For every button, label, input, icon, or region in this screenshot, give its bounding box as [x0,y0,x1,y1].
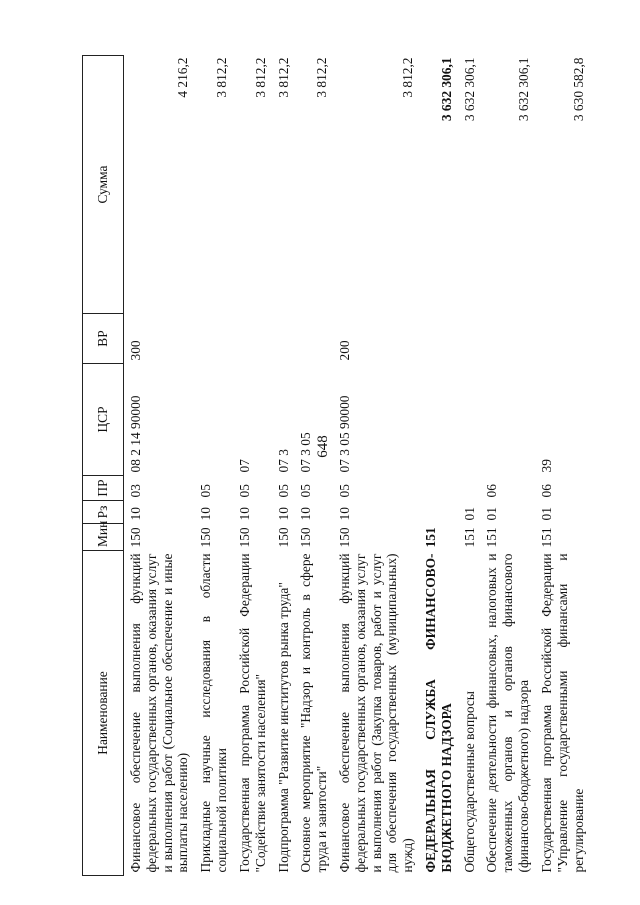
cell-pr: 05 [236,484,252,498]
cell-vr [480,314,534,364]
page-number: 648 [314,435,331,458]
cell-csr [458,364,481,476]
cell-csr: 07 3 05 [298,432,314,473]
cell-rz: 01 [538,507,554,521]
cell-rz: 10 [128,507,143,521]
cell-name: Финансовое обеспечение выполнения функций федеральных государственных органов, оказания услуг и выполнения работ (Социальное обеспечение и иные выплаты населению) [128,553,191,873]
cell-rz: 10 [275,507,291,521]
cell-min: 150 [236,527,252,548]
cell-name: Основное мероприятие "Надзор и контроль в сфере труда и занятости" [298,553,330,873]
cell-vr [194,314,233,364]
table-body [124,56,590,876]
cell-sum: 3 812,2 [314,57,330,98]
table-row [124,56,195,876]
budget-table [82,55,589,876]
table-row [194,56,233,876]
table-row [458,56,481,876]
table-row [535,56,589,876]
cell-rz: 10 [236,507,252,521]
cell-vr [294,314,333,364]
cell-name: Государственная программа Российской Федерации "Содействие занятости населения" [236,553,268,873]
rotated-table-container [82,56,589,876]
cell-name: Финансовое обеспечение выполнения функций федеральных государственных органов, оказания услуг и выполнения работ (Закупка товаров, работ и услуг для обеспечения государственных (муниципальных) нужд) [336,553,416,873]
cell-min: 150 [128,527,143,548]
cell-rz: 10 [198,507,214,521]
cell-min: 150 [336,527,352,548]
cell-sum: 3 632 306,1 [461,57,477,122]
header-min: Мин [83,524,124,551]
cell-csr [419,364,458,476]
cell-csr: 07 [236,459,252,473]
cell-rz: 10 [336,507,352,521]
cell-rz: 01 [484,507,500,521]
cell-vr: 300 [128,340,143,361]
table-row [294,56,333,876]
cell-sum: 3 812,2 [275,57,291,98]
cell-pr: 05 [336,484,352,498]
cell-vr [272,314,295,364]
cell-sum: 3 812,2 [214,57,230,98]
table-row [272,56,295,876]
cell-min: 151 [484,527,500,548]
header-sum: Сумма [83,56,124,314]
cell-name: Подпрограмма "Развитие институтов рынка труда" [275,582,291,873]
cell-name: Обеспечение деятельности финансовых, налоговых и таможенных органов и органов финансового (финансово-бюджетного) надзора [484,553,532,873]
header-pr: ПР [83,476,124,501]
cell-sum: 3 632 306,1 [438,57,454,122]
cell-pr: 06 [538,484,554,498]
cell-rz [419,501,458,524]
cell-vr [419,314,458,364]
cell-min: 151 [461,527,477,548]
table-row [480,56,534,876]
header-csr: ЦСР [83,364,124,476]
cell-name: Прикладные научные исследования в области социальной политики [198,553,230,873]
cell-min: 151 [538,527,554,548]
cell-csr [480,364,534,476]
cell-vr: 200 [336,340,352,361]
cell-vr [233,314,272,364]
cell-name: ФЕДЕРАЛЬНАЯ СЛУЖБА ФИНАНСОВО-БЮДЖЕТНОГО НАДЗОРА [423,553,454,873]
cell-sum: 3 812,2 [252,57,268,98]
table-row [233,56,272,876]
cell-sum: 3 630 582,8 [570,57,586,122]
cell-name: Общегосударственные вопросы [461,691,477,873]
cell-pr [419,476,458,501]
cell-csr: 39 [538,459,554,473]
cell-vr [535,314,589,364]
cell-pr: 05 [198,484,214,498]
cell-rz: 01 [461,507,477,521]
cell-pr: 03 [128,484,143,498]
cell-pr: 05 [298,484,314,498]
cell-min: 151 [423,527,438,548]
cell-pr [458,476,481,501]
cell-min: 150 [298,527,314,548]
cell-csr: 08 2 14 90000 [128,395,143,473]
cell-csr: 07 3 [275,449,291,473]
cell-vr [458,314,481,364]
cell-sum: 3 812,2 [400,57,416,98]
table-header-row [83,56,124,876]
table-row [333,56,419,876]
cell-csr [194,364,233,476]
header-vr: ВР [83,314,124,364]
cell-sum: 4 216,2 [175,57,191,98]
cell-min: 150 [275,527,291,548]
cell-csr: 07 3 05 90000 [336,395,352,473]
cell-sum: 3 632 306,1 [516,57,532,122]
cell-pr: 06 [484,484,500,498]
cell-min: 150 [198,527,214,548]
cell-pr: 05 [275,484,291,498]
header-name: Наименование [83,551,124,876]
table-row [419,56,458,876]
cell-rz: 10 [298,507,314,521]
cell-name: Государственная программа Российской Федерации "Управление государственными финансами и регулирование [538,553,586,873]
header-rz: Рз [83,501,124,524]
